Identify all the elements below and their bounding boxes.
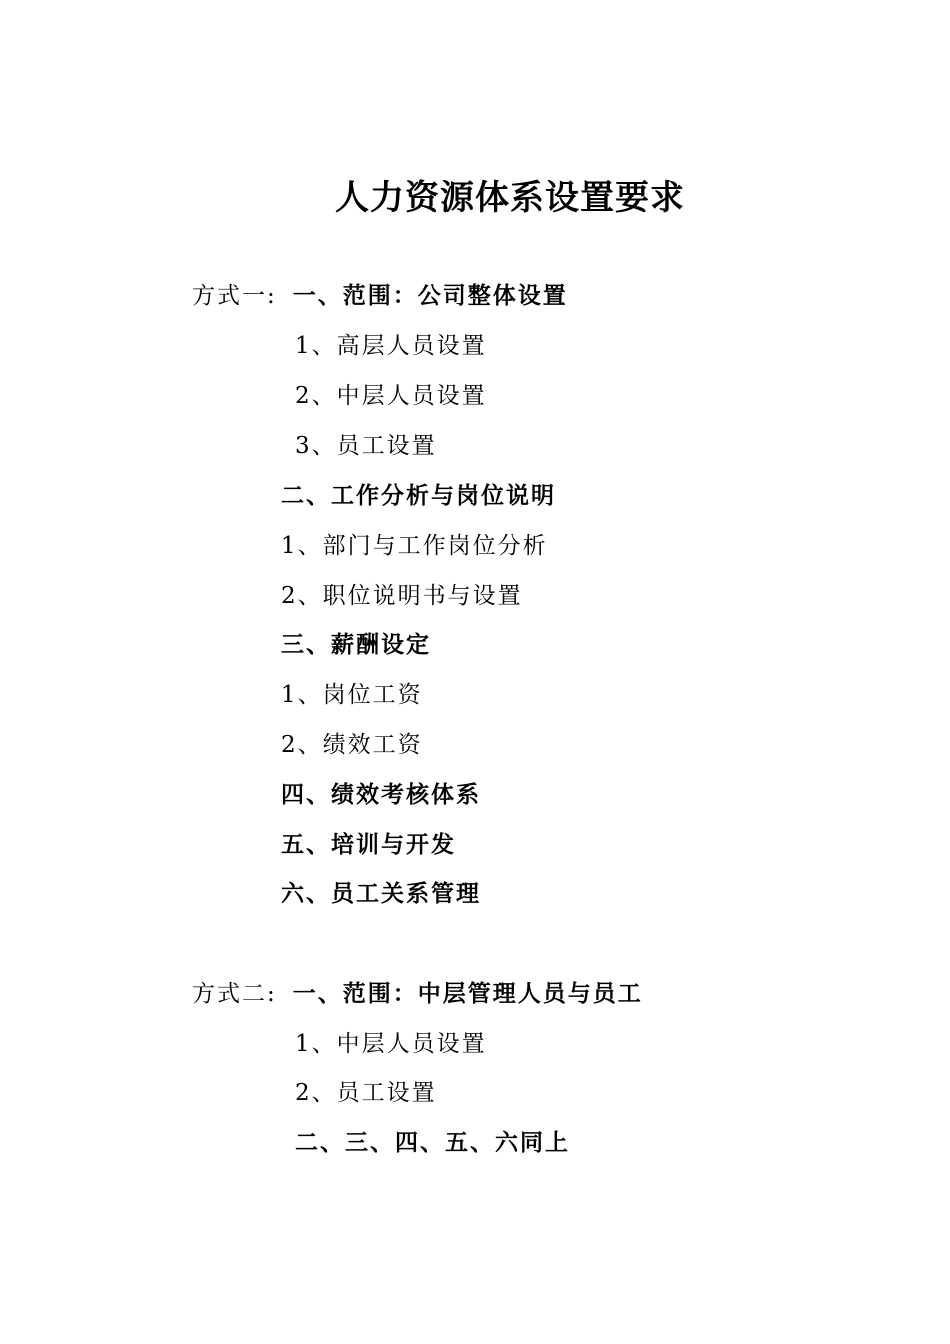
method1-section3-item-1: 1、岗位工资 <box>281 682 423 708</box>
method2-prefix: 方式二: <box>192 981 277 1007</box>
method1-scope-heading: 一、范围：公司整体设置 <box>292 282 568 309</box>
method1-section5-heading: 五、培训与开发 <box>281 831 456 858</box>
method1-section3-heading: 三、薪酬设定 <box>281 631 431 658</box>
method1-section2-item-2: 2、职位说明书与设置 <box>281 583 523 609</box>
method1-section4-heading: 四、绩效考核体系 <box>281 781 481 808</box>
method2-scope-heading: 一、范围：中层管理人员与员工 <box>292 980 643 1007</box>
method1-prefix: 方式一: <box>192 283 277 309</box>
method1-scope-item-2: 2、中层人员设置 <box>295 383 487 409</box>
method1-section2-heading: 二、工作分析与岗位说明 <box>281 482 556 509</box>
method2-rest-heading: 二、三、四、五、六同上 <box>295 1129 570 1156</box>
method1-section6-heading: 六、员工关系管理 <box>281 880 481 907</box>
method1-line <box>192 280 568 312</box>
method2-line <box>192 978 643 1010</box>
method1-section2-item-1: 1、部门与工作岗位分析 <box>281 533 548 559</box>
method2-scope-item-2: 2、员工设置 <box>295 1080 437 1106</box>
document-title: 人力资源体系设置要求 <box>335 178 685 218</box>
method1-scope-item-3: 3、员工设置 <box>295 433 437 459</box>
method1-section3-item-2: 2、绩效工资 <box>281 732 423 758</box>
method1-scope-item-1: 1、高层人员设置 <box>295 333 487 359</box>
method2-scope-item-1: 1、中层人员设置 <box>295 1031 487 1057</box>
